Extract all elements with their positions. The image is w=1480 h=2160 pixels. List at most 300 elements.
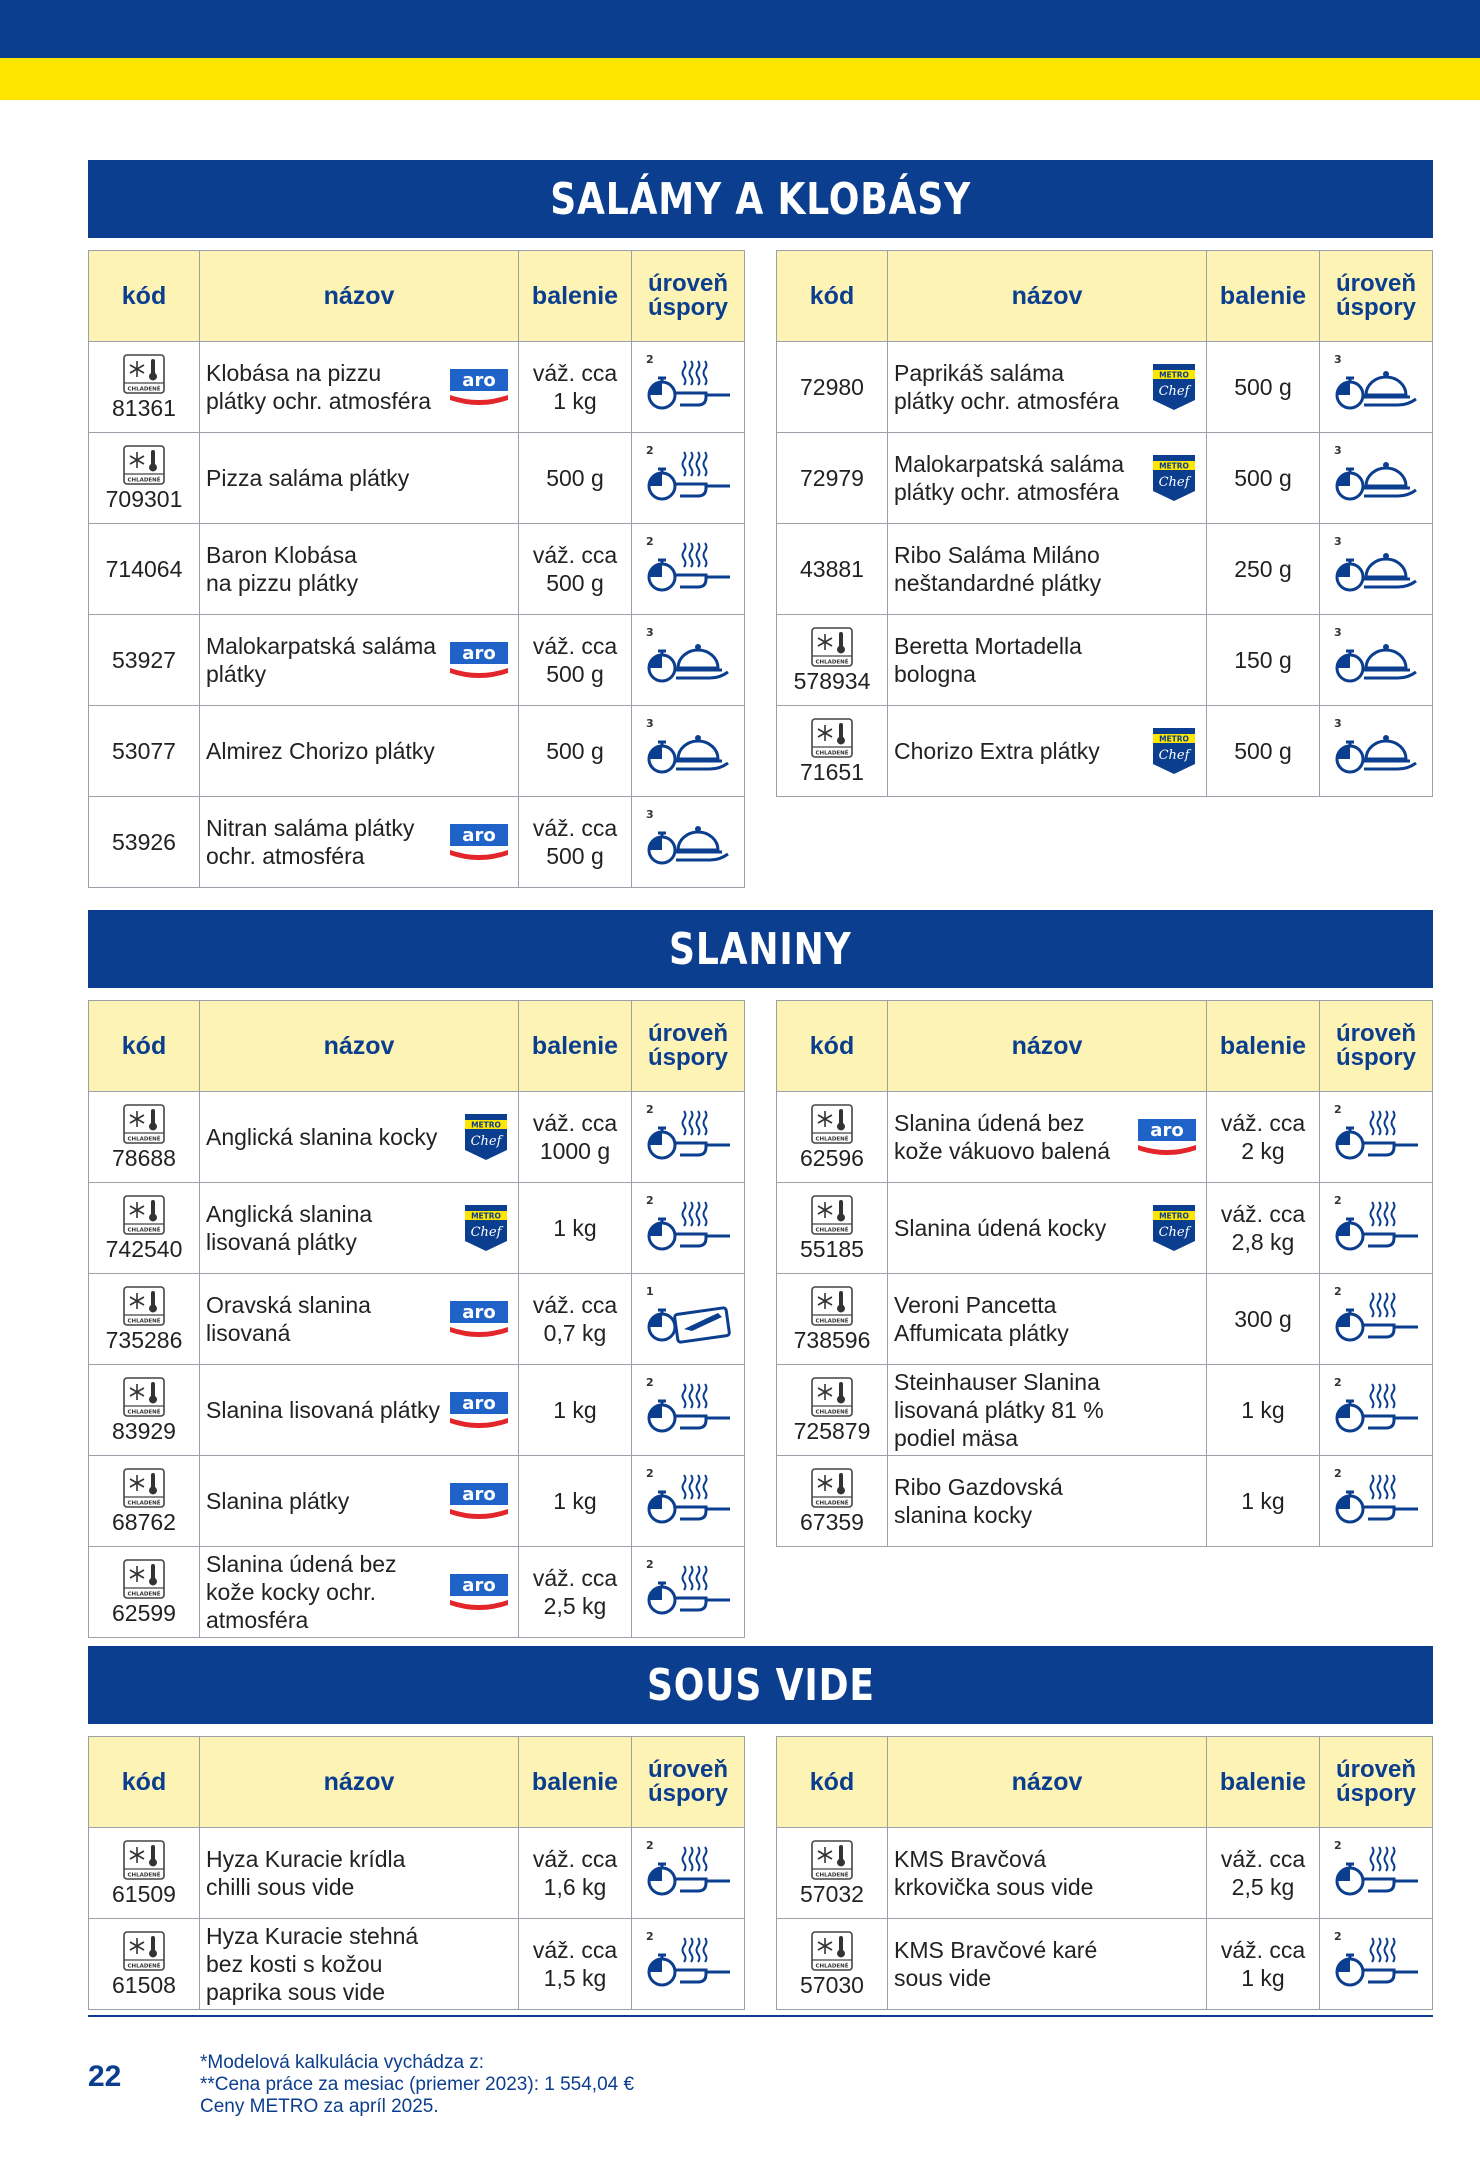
product-code: 71651: [800, 759, 864, 785]
aro-label: aro: [462, 1575, 496, 1596]
metro-label: METRO: [1159, 461, 1189, 471]
chilled-icon: [809, 717, 855, 759]
header-uroven: úroveň: [647, 1756, 728, 1783]
metro-chef-logo-icon: [1150, 1203, 1198, 1253]
product-name: [894, 1368, 1104, 1452]
product-code: 57032: [800, 1881, 864, 1907]
package-size-value: 1 kg: [1241, 1965, 1285, 1991]
savings-level-number: 2: [646, 1558, 654, 1571]
aro-label: aro: [462, 1484, 496, 1505]
product-name: [894, 737, 1100, 765]
chilled-icon: [121, 1376, 167, 1418]
table-row: [89, 1828, 745, 1919]
savings-level-number: 2: [646, 444, 654, 457]
section-title: [88, 1646, 1433, 1724]
package-size: váž. cca: [1220, 1110, 1306, 1136]
savings-level-number: 2: [646, 1839, 654, 1852]
aro-logo-icon: [448, 365, 510, 409]
chilled-label: CHLADENÉ: [815, 659, 849, 666]
chilled-label: CHLADENÉ: [127, 386, 161, 393]
package-size: váž. cca: [532, 1292, 618, 1318]
product-name: [894, 1291, 1069, 1347]
product-name-line: Paprikáš saláma: [894, 360, 1065, 386]
table-row: [777, 342, 1433, 433]
footnote-line: *Modelová kalkulácia vychádza z:: [200, 2052, 485, 2073]
aro-label: aro: [462, 1393, 496, 1414]
header-nazov: názov: [323, 1031, 395, 1060]
product-name-line: Slanina údená kocky: [894, 1215, 1107, 1241]
product-code: 81361: [112, 395, 176, 421]
table-header-row: [89, 251, 745, 342]
section-title-text: SOUS VIDE: [646, 1659, 875, 1711]
chilled-label: CHLADENÉ: [127, 1136, 161, 1143]
savings-level-3-icon: [1328, 533, 1424, 599]
aro-label: aro: [462, 643, 496, 664]
header-balenie: balenie: [1219, 1768, 1307, 1796]
savings-level-number: 2: [1334, 1930, 1342, 1943]
package-size: váž. cca: [532, 815, 618, 841]
chilled-icon: [809, 1194, 855, 1236]
table-header-row: [777, 1737, 1433, 1828]
aro-label: aro: [1150, 1120, 1184, 1141]
savings-level-number: 3: [1334, 353, 1342, 366]
savings-level-2-icon: [1328, 1928, 1424, 1994]
product-name: [894, 450, 1124, 506]
product-code: 53927: [112, 647, 176, 673]
savings-level-number: 2: [1334, 1103, 1342, 1116]
package-size: 1 kg: [1241, 1397, 1285, 1423]
savings-level-2-icon: [640, 351, 736, 417]
chilled-label: CHLADENÉ: [815, 1136, 849, 1143]
package-size: 500 g: [1234, 374, 1292, 400]
savings-level-number: 3: [1334, 444, 1342, 457]
product-name-line: Slanina údená bez: [206, 1551, 397, 1577]
table-row: [89, 706, 745, 797]
product-name-line: Veroni Pancetta: [894, 1292, 1057, 1318]
aro-logo-icon: [448, 1479, 510, 1523]
product-code: 72980: [800, 374, 864, 400]
table-row: [89, 524, 745, 615]
table-row: [89, 1456, 745, 1547]
product-name-line: Malokarpatská saláma: [894, 451, 1125, 477]
savings-level-3-icon: [640, 715, 736, 781]
chilled-label: CHLADENÉ: [815, 750, 849, 757]
chef-label: Chef: [470, 1225, 502, 1240]
footnotes: [200, 2052, 634, 2118]
chilled-icon: [121, 353, 167, 395]
header-balenie: balenie: [1219, 1032, 1307, 1060]
package-size-value: 2,8 kg: [1231, 1229, 1295, 1255]
savings-level-number: 2: [1334, 1285, 1342, 1298]
package-size: váž. cca: [532, 1565, 618, 1591]
product-name: [894, 541, 1101, 597]
savings-level-number: 3: [1334, 535, 1342, 548]
product-name-line: na pizzu plátky: [206, 570, 359, 596]
savings-level-1-icon: [640, 1283, 736, 1349]
savings-level-number: 3: [646, 626, 654, 639]
product-name: [206, 632, 436, 688]
metro-label: METRO: [471, 1120, 501, 1130]
product-name: [894, 1473, 1063, 1529]
header-uroven: úroveň: [1335, 1020, 1416, 1047]
metro-chef-logo-icon: [462, 1112, 510, 1162]
chilled-icon: [121, 1930, 167, 1972]
savings-level-number: 2: [1334, 1376, 1342, 1389]
product-name: [894, 1109, 1110, 1165]
table-row: [89, 1365, 745, 1456]
package-size: váž. cca: [1220, 1937, 1306, 1963]
savings-level-2-icon: [1328, 1101, 1424, 1167]
product-name: [206, 1922, 418, 2006]
header-balenie: balenie: [531, 1768, 619, 1796]
product-name-line: plátky: [206, 661, 267, 687]
table-row: [89, 1919, 745, 2010]
chilled-icon: [121, 1194, 167, 1236]
product-name: [894, 1936, 1097, 1992]
header-balenie: balenie: [531, 1032, 619, 1060]
product-name-line: KMS Bravčová: [894, 1846, 1047, 1872]
package-size: 250 g: [1234, 556, 1292, 582]
header-kod: kód: [809, 1767, 855, 1796]
chilled-icon: [121, 1467, 167, 1509]
product-name-line: bez kosti s kožou: [206, 1951, 383, 1977]
savings-level-3-icon: [1328, 442, 1424, 508]
product-name-line: atmosféra: [206, 1607, 309, 1633]
product-code: 53926: [112, 829, 176, 855]
metro-label: METRO: [1159, 370, 1189, 380]
product-code: 78688: [112, 1145, 176, 1171]
chilled-label: CHLADENÉ: [815, 1409, 849, 1416]
chef-label: Chef: [470, 1134, 502, 1149]
table-row: [89, 1183, 745, 1274]
chilled-icon: [121, 1103, 167, 1145]
product-code: 709301: [105, 486, 183, 512]
header-uspory: úspory: [647, 1780, 728, 1807]
product-name-line: Ribo Gazdovská: [894, 1474, 1063, 1500]
savings-level-number: 3: [1334, 626, 1342, 639]
product-name-line: chilli sous vide: [206, 1874, 355, 1900]
chilled-icon: [809, 1285, 855, 1327]
product-code: 67359: [800, 1509, 864, 1535]
package-size: váž. cca: [1220, 1201, 1306, 1227]
product-name-line: sous vide: [894, 1965, 992, 1991]
package-size: 1 kg: [553, 1215, 597, 1241]
table-row: [777, 1456, 1433, 1547]
package-size: váž. cca: [532, 633, 618, 659]
table-row: [89, 615, 745, 706]
chilled-label: CHLADENÉ: [127, 1963, 161, 1970]
metro-label: METRO: [1159, 1211, 1189, 1221]
product-name-line: plátky ochr. atmosféra: [894, 479, 1119, 505]
header-uroven: úroveň: [647, 1020, 728, 1047]
product-name: [206, 1200, 372, 1256]
product-table-right: [776, 1736, 1433, 2010]
chilled-label: CHLADENÉ: [127, 1500, 161, 1507]
package-size: 300 g: [1234, 1306, 1292, 1332]
package-size-value: 2,5 kg: [543, 1593, 607, 1619]
table-row: [777, 433, 1433, 524]
product-name-line: Hyza Kuracie stehná: [206, 1923, 419, 1949]
savings-level-number: 2: [646, 353, 654, 366]
package-size: 500 g: [546, 738, 604, 764]
product-name-line: slanina kocky: [894, 1502, 1033, 1528]
product-name: [206, 359, 431, 415]
product-name-line: Affumicata plátky: [894, 1320, 1069, 1346]
package-size-value: 500 g: [546, 570, 604, 596]
package-size: 500 g: [1234, 465, 1292, 491]
chilled-icon: [809, 1376, 855, 1418]
product-name: [894, 359, 1119, 415]
product-name-line: lisovaná plátky 81 %: [894, 1397, 1104, 1423]
product-name: [206, 1487, 349, 1515]
chef-label: Chef: [1158, 748, 1190, 763]
package-size: váž. cca: [532, 1937, 618, 1963]
header-kod: kód: [121, 1767, 167, 1796]
section-title-text: SALÁMY A KLOBÁSY: [550, 173, 971, 225]
savings-level-number: 1: [646, 1285, 654, 1298]
table-row: [777, 1274, 1433, 1365]
metro-chef-logo-icon: [462, 1203, 510, 1253]
metro-label: METRO: [1159, 734, 1189, 744]
package-size: 500 g: [546, 465, 604, 491]
savings-level-number: 2: [1334, 1839, 1342, 1852]
product-name-line: kože kocky ochr.: [206, 1579, 377, 1605]
header-uroven: úroveň: [647, 270, 728, 297]
product-name-line: ochr. atmosféra: [206, 843, 365, 869]
chilled-icon: [809, 1103, 855, 1145]
metro-chef-logo-icon: [1150, 362, 1198, 412]
product-code: 738596: [793, 1327, 871, 1353]
product-name: [894, 1845, 1093, 1901]
product-name-line: Nitran saláma plátky: [206, 815, 415, 841]
product-code: 43881: [800, 556, 864, 582]
package-size-value: 1000 g: [539, 1138, 611, 1164]
product-table-right: [776, 1000, 1433, 1547]
package-size-value: 2 kg: [1241, 1138, 1285, 1164]
section-title: [88, 160, 1433, 238]
savings-level-number: 2: [646, 535, 654, 548]
product-name-line: KMS Bravčové karé: [894, 1937, 1098, 1963]
package-size: 1 kg: [553, 1397, 597, 1423]
table-row: [89, 1547, 745, 1638]
chilled-icon: [121, 1839, 167, 1881]
savings-level-2-icon: [640, 1556, 736, 1622]
aro-logo-icon: [1136, 1115, 1198, 1159]
footer-divider: [88, 2015, 1433, 2017]
product-table-left: [88, 1000, 745, 1638]
page-number: 22: [88, 2060, 122, 2093]
savings-level-3-icon: [640, 806, 736, 872]
product-code: 61508: [112, 1972, 176, 1998]
product-code: 83929: [112, 1418, 176, 1444]
chef-label: Chef: [1158, 384, 1190, 399]
table-row: [777, 706, 1433, 797]
savings-level-2-icon: [640, 533, 736, 599]
savings-level-number: 2: [1334, 1194, 1342, 1207]
header-uroven: úroveň: [1335, 1756, 1416, 1783]
product-name-line: Oravská slanina: [206, 1292, 371, 1318]
chilled-icon: [809, 1839, 855, 1881]
product-name-line: Steinhauser Slanina: [894, 1369, 1100, 1395]
top-blue-band: [0, 0, 1480, 58]
product-name-line: Klobása na pizzu: [206, 360, 382, 386]
chilled-label: CHLADENÉ: [815, 1227, 849, 1234]
product-code: 57030: [800, 1972, 864, 1998]
table-row: [777, 615, 1433, 706]
product-code: 578934: [793, 668, 871, 694]
package-size: váž. cca: [532, 360, 618, 386]
table-row: [777, 1183, 1433, 1274]
table-row: [777, 1365, 1433, 1456]
table-header-row: [777, 1001, 1433, 1092]
chef-label: Chef: [1158, 1225, 1190, 1240]
savings-level-2-icon: [640, 1101, 736, 1167]
package-size: 1 kg: [1241, 1488, 1285, 1514]
chilled-icon: [121, 444, 167, 486]
header-balenie: balenie: [531, 282, 619, 310]
savings-level-number: 2: [1334, 1467, 1342, 1480]
product-name: [894, 1214, 1106, 1242]
savings-level-number: 3: [1334, 717, 1342, 730]
aro-logo-icon: [448, 1570, 510, 1614]
section-title-text: SLANINY: [669, 923, 852, 975]
metro-label: METRO: [471, 1211, 501, 1221]
aro-logo-icon: [448, 1297, 510, 1341]
product-name-line: Pizza saláma plátky: [206, 465, 410, 491]
package-size: váž. cca: [1220, 1846, 1306, 1872]
savings-level-2-icon: [640, 442, 736, 508]
product-name-line: Chorizo Extra plátky: [894, 738, 1100, 764]
product-name-line: paprika sous vide: [206, 1979, 385, 2005]
table-row: [89, 342, 745, 433]
aro-label: aro: [462, 1302, 496, 1323]
chilled-icon: [809, 1930, 855, 1972]
product-name-line: Baron Klobása: [206, 542, 357, 568]
product-name: [206, 1396, 440, 1424]
product-table-left: [88, 1736, 745, 2010]
savings-level-2-icon: [1328, 1374, 1424, 1440]
chilled-label: CHLADENÉ: [127, 1318, 161, 1325]
header-balenie: balenie: [1219, 282, 1307, 310]
product-code: 62596: [800, 1145, 864, 1171]
table-header-row: [89, 1001, 745, 1092]
header-nazov: názov: [323, 281, 395, 310]
product-code: 742540: [105, 1236, 183, 1262]
table-row: [777, 1919, 1433, 2010]
aro-logo-icon: [448, 820, 510, 864]
product-name: [206, 1845, 405, 1901]
package-size-value: 1 kg: [553, 388, 597, 414]
product-name-line: neštandardné plátky: [894, 570, 1102, 596]
product-name-line: podiel mäsa: [894, 1425, 1019, 1451]
savings-level-2-icon: [640, 1374, 736, 1440]
product-name: [206, 541, 358, 597]
savings-level-number: 2: [646, 1930, 654, 1943]
package-size-value: 1,5 kg: [543, 1965, 607, 1991]
package-size: 150 g: [1234, 647, 1292, 673]
savings-level-number: 3: [646, 717, 654, 730]
chef-label: Chef: [1158, 475, 1190, 490]
product-name-line: Beretta Mortadella: [894, 633, 1082, 659]
product-name-line: bologna: [894, 661, 976, 687]
package-size: váž. cca: [532, 1110, 618, 1136]
header-uspory: úspory: [1335, 1044, 1416, 1071]
header-nazov: názov: [1011, 1031, 1083, 1060]
product-name-line: plátky ochr. atmosféra: [206, 388, 431, 414]
chilled-icon: [121, 1558, 167, 1600]
product-code: 61509: [112, 1881, 176, 1907]
savings-level-2-icon: [640, 1465, 736, 1531]
savings-level-number: 2: [646, 1194, 654, 1207]
metro-chef-logo-icon: [1150, 726, 1198, 776]
package-size-value: 0,7 kg: [543, 1320, 607, 1346]
savings-level-number: 2: [646, 1467, 654, 1480]
table-row: [89, 1274, 745, 1365]
table-row: [89, 433, 745, 524]
product-name-line: Almirez Chorizo plátky: [206, 738, 435, 764]
savings-level-number: 2: [646, 1376, 654, 1389]
header-uspory: úspory: [647, 294, 728, 321]
product-name-line: Malokarpatská saláma: [206, 633, 437, 659]
header-nazov: názov: [1011, 281, 1083, 310]
savings-level-3-icon: [1328, 624, 1424, 690]
chilled-label: CHLADENÉ: [815, 1963, 849, 1970]
product-table-right: [776, 250, 1433, 797]
savings-level-3-icon: [1328, 351, 1424, 417]
product-name-line: Anglická slanina kocky: [206, 1124, 438, 1150]
product-name-line: Slanina lisovaná plátky: [206, 1397, 440, 1423]
package-size: 1 kg: [553, 1488, 597, 1514]
product-code: 714064: [105, 556, 183, 582]
aro-label: aro: [462, 370, 496, 391]
package-size: 500 g: [1234, 738, 1292, 764]
header-uspory: úspory: [1335, 294, 1416, 321]
product-name-line: krkovička sous vide: [894, 1874, 1094, 1900]
savings-level-2-icon: [640, 1928, 736, 1994]
package-size-value: 500 g: [546, 661, 604, 687]
product-code: 735286: [105, 1327, 183, 1353]
savings-level-2-icon: [1328, 1837, 1424, 1903]
product-name: [206, 464, 409, 492]
chilled-label: CHLADENÉ: [127, 1591, 161, 1598]
footnote-line: Ceny METRO za apríl 2025.: [200, 2096, 439, 2117]
table-row: [777, 1828, 1433, 1919]
savings-level-number: 2: [646, 1103, 654, 1116]
product-name-line: plátky ochr. atmosféra: [894, 388, 1119, 414]
product-name-line: Slanina údená bez: [894, 1110, 1085, 1136]
header-uspory: úspory: [1335, 1780, 1416, 1807]
header-kod: kód: [121, 281, 167, 310]
table-row: [777, 1092, 1433, 1183]
product-code: 55185: [800, 1236, 864, 1262]
product-name-line: Ribo Saláma Miláno: [894, 542, 1100, 568]
aro-label: aro: [462, 825, 496, 846]
chilled-label: CHLADENÉ: [815, 1500, 849, 1507]
savings-level-3-icon: [640, 624, 736, 690]
product-name: [894, 632, 1082, 688]
footnote-line: **Cena práce za mesiac (priemer 2023): 1 554,04 €: [200, 2074, 635, 2095]
savings-level-number: 3: [646, 808, 654, 821]
savings-level-2-icon: [640, 1192, 736, 1258]
product-name-line: kože vákuovo balená: [894, 1138, 1111, 1164]
aro-logo-icon: [448, 638, 510, 682]
savings-level-2-icon: [1328, 1283, 1424, 1349]
product-name-line: Hyza Kuracie krídla: [206, 1846, 406, 1872]
savings-level-2-icon: [640, 1837, 736, 1903]
product-name: [206, 1291, 371, 1347]
header-nazov: názov: [323, 1767, 395, 1796]
product-table-left: [88, 250, 745, 888]
